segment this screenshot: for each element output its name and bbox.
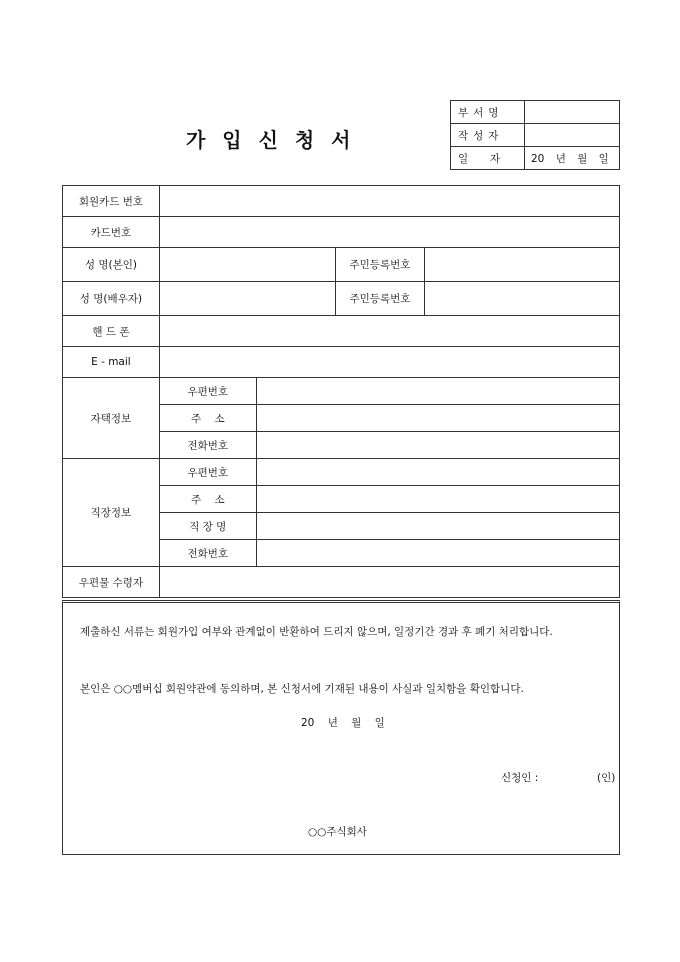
member-card-number-field[interactable] (159, 186, 619, 217)
work-info-label: 직장정보 (63, 459, 160, 567)
work-postal-code-field[interactable] (256, 459, 619, 486)
resident-number-self-field[interactable] (425, 248, 620, 282)
work-phone-label: 전화번호 (159, 540, 256, 567)
member-card-number-label: 회원카드 번호 (63, 186, 160, 217)
page-title: 가 입 신 청 서 (186, 128, 353, 152)
application-form-table (62, 185, 620, 598)
name-spouse-field[interactable] (159, 282, 335, 316)
approval-writer-field[interactable] (525, 124, 620, 147)
card-number-field[interactable] (159, 217, 619, 248)
resident-number-self-label: 주민등록번호 (335, 248, 425, 282)
approval-dept-field[interactable] (525, 101, 620, 124)
home-address-label: 주 소 (159, 405, 256, 432)
mobile-label: 핸 드 폰 (63, 316, 160, 347)
signature-date: 20 년 월 일 (301, 717, 385, 729)
notice-section (62, 600, 620, 855)
document-return-notice: 제출하신 서류는 회원가입 여부와 관계없이 반환하여 드리지 않으며, 일정기간 경과 후 폐기 처리합니다. (80, 626, 553, 638)
email-label: E - mail (63, 347, 160, 378)
approval-dept-label: 부서명 (451, 101, 525, 124)
applicant-label: 신청인 : (501, 772, 539, 784)
home-address-field[interactable] (256, 405, 619, 432)
seal-mark: (인) (597, 772, 616, 784)
work-address-field[interactable] (256, 486, 619, 513)
home-info-label: 자택정보 (63, 378, 160, 459)
email-field[interactable] (159, 347, 619, 378)
approval-date-label: 일 자 (451, 147, 525, 170)
name-self-label: 성 명(본인) (63, 248, 160, 282)
approval-date-field[interactable]: 20 년 월 일 (525, 147, 620, 170)
workplace-name-field[interactable] (256, 513, 619, 540)
name-self-field[interactable] (159, 248, 335, 282)
approval-box (450, 100, 620, 170)
card-number-label: 카드번호 (63, 217, 160, 248)
work-phone-field[interactable] (256, 540, 619, 567)
home-phone-field[interactable] (256, 432, 619, 459)
work-address-label: 주 소 (159, 486, 256, 513)
approval-writer-label: 작성자 (451, 124, 525, 147)
resident-number-spouse-field[interactable] (425, 282, 620, 316)
resident-number-spouse-label: 주민등록번호 (335, 282, 425, 316)
company-name: ○○주식회사 (308, 826, 367, 838)
home-postal-code-label: 우편번호 (159, 378, 256, 405)
workplace-name-label: 직 장 명 (159, 513, 256, 540)
consent-statement: 본인은 ○○멤버십 회원약관에 동의하며, 본 신청서에 기재된 내용이 사실과 일치함을 확인합니다. (80, 683, 524, 695)
work-postal-code-label: 우편번호 (159, 459, 256, 486)
home-phone-label: 전화번호 (159, 432, 256, 459)
mail-receiver-label: 우편물 수령자 (63, 567, 160, 598)
home-postal-code-field[interactable] (256, 378, 619, 405)
name-spouse-label: 성 명(배우자) (63, 282, 160, 316)
mobile-field[interactable] (159, 316, 619, 347)
mail-receiver-field[interactable] (159, 567, 619, 598)
